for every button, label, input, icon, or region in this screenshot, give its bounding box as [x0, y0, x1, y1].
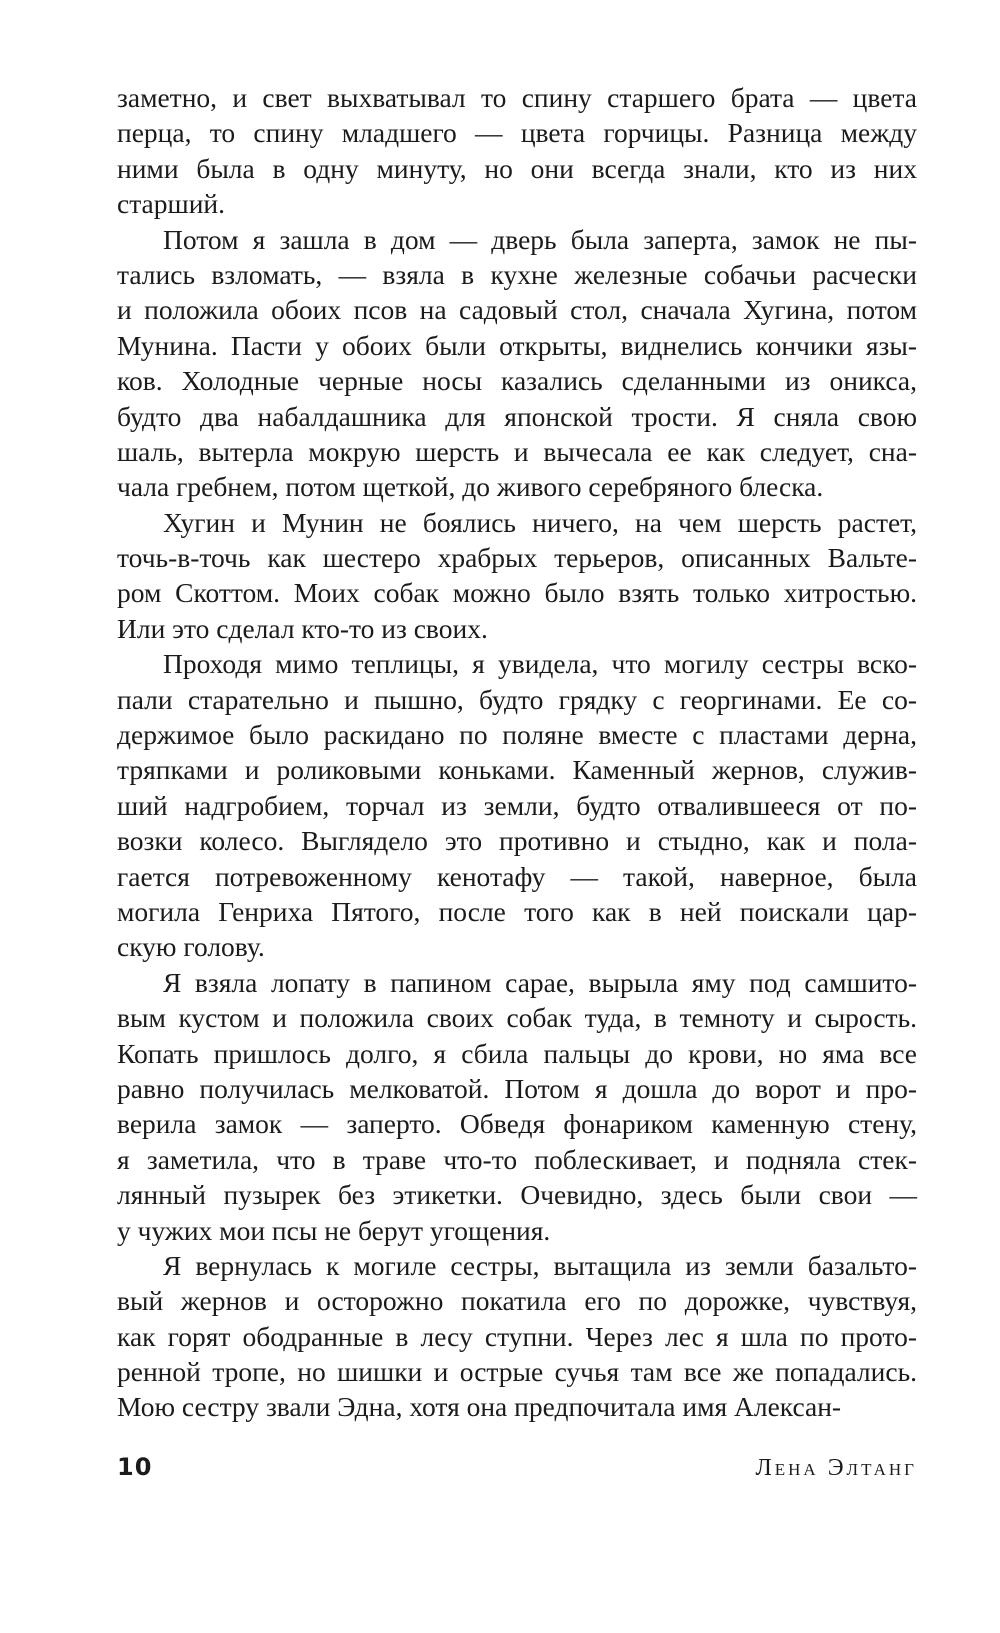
text-line: ними была в одну минуту, но они всегда знали, кто из них — [117, 152, 917, 184]
text-line: равно получилась мелковатой. Потом я дошла до ворот и про- — [117, 1072, 917, 1104]
text-line: чала гребнем, потом щеткой, до живого серебряного блеска. — [117, 471, 824, 503]
paragraph — [117, 965, 917, 1248]
text-line: скую голову. — [117, 931, 265, 963]
text-line: у чужих мои псы не берут угощения. — [117, 1214, 551, 1246]
text-line: ром Скоттом. Моих собак можно было взять только хитростью. — [117, 577, 917, 609]
text-line: и положила обоих псов на садовый стол, сначала Хугина, потом — [117, 294, 917, 326]
text-line: Хугин и Мунин не боялись ничего, на чем шерсть растет, — [163, 506, 917, 538]
text-line: ков. Холодные черные носы казались сделанными из оникса, — [117, 365, 917, 397]
text-line: тались взломать, — взяла в кухне железные собачьи расчески — [117, 258, 917, 290]
paragraph — [117, 222, 917, 505]
text-line: тряпками и роликовыми коньками. Каменный жернов, служив- — [117, 754, 917, 786]
text-line: старший. — [117, 188, 225, 220]
text-line: вым кустом и положила своих собак туда, в темноту и сырость. — [117, 1002, 917, 1034]
text-line: Копать пришлось долго, я сбила пальцы до крови, но яма все — [117, 1037, 917, 1069]
text-line: Мою сестру звали Эдна, хотя она предпочитала имя Алексан- — [117, 1391, 842, 1423]
text-line: Потом я зашла в дом — дверь была заперта, замок не пы- — [163, 223, 917, 255]
paragraph — [117, 505, 917, 647]
text-line: пали старательно и пышно, будто грядку с георгинами. Ее со- — [117, 683, 917, 715]
paragraph — [117, 646, 917, 965]
text-line: заметно, и свет выхватывал то спину старшего брата — цвета — [117, 82, 917, 113]
paragraph — [117, 1248, 917, 1425]
text-line: гается потревоженному кенотафу — такой, наверное, была — [117, 860, 917, 892]
text-line: как горят ободранные в лесу ступни. Через лес я шла по прото- — [117, 1320, 917, 1352]
text-line: я заметила, что в траве что-то поблескивает, и подняла стек- — [117, 1143, 917, 1175]
text-line: Я взяла лопату в папином сарае, вырыла яму под самшито- — [163, 966, 917, 998]
text-line: Мунина. Пасти у обоих были открыты, виднелись кончики язы- — [117, 329, 917, 361]
text-line: держимое было раскидано по поляне вместе с пластами дерна, — [117, 719, 917, 751]
text-line: точь-в-точь как шестеро храбрых терьеров, описанных Вальте- — [117, 542, 917, 574]
text-line: вый жернов и осторожно покатила его по дорожке, чувствуя, — [117, 1285, 917, 1317]
text-line: перца, то спину младшего — цвета горчицы. Разница между — [117, 117, 917, 149]
text-line: ший надгробием, торчал из земли, будто отвалившееся от по- — [117, 789, 917, 821]
text-line: лянный пузырек без этикетки. Очевидно, здесь были свои — — [117, 1179, 917, 1211]
text-line: будто два набалдашника для японской трости. Я сняла свою — [117, 400, 917, 432]
paragraph — [117, 80, 917, 222]
page-number: 10 — [117, 1453, 153, 1481]
text-line: Или это сделал кто-то из своих. — [117, 612, 488, 644]
text-line: ренной тропе, но шишки и острые сучья там все же попадались. — [117, 1356, 917, 1388]
body-text — [117, 80, 917, 1425]
text-line: верила замок — заперто. Обведя фонариком каменную стену, — [117, 1108, 917, 1140]
page-footer — [117, 1453, 917, 1489]
text-line: могила Генриха Пятого, после того как в ней поискали цар- — [117, 895, 917, 927]
text-line: шаль, вытерла мокрую шерсть и вычесала ее как следует, сна- — [117, 435, 917, 467]
text-line: Проходя мимо теплицы, я увидела, что могилу сестры вско- — [163, 648, 917, 680]
running-header-author: Лена Элтанг — [755, 1455, 917, 1481]
text-line: Я вернулась к могиле сестры, вытащила из земли базальто- — [163, 1249, 917, 1281]
text-line: возки колесо. Выглядело это противно и стыдно, как и пола- — [117, 825, 917, 857]
